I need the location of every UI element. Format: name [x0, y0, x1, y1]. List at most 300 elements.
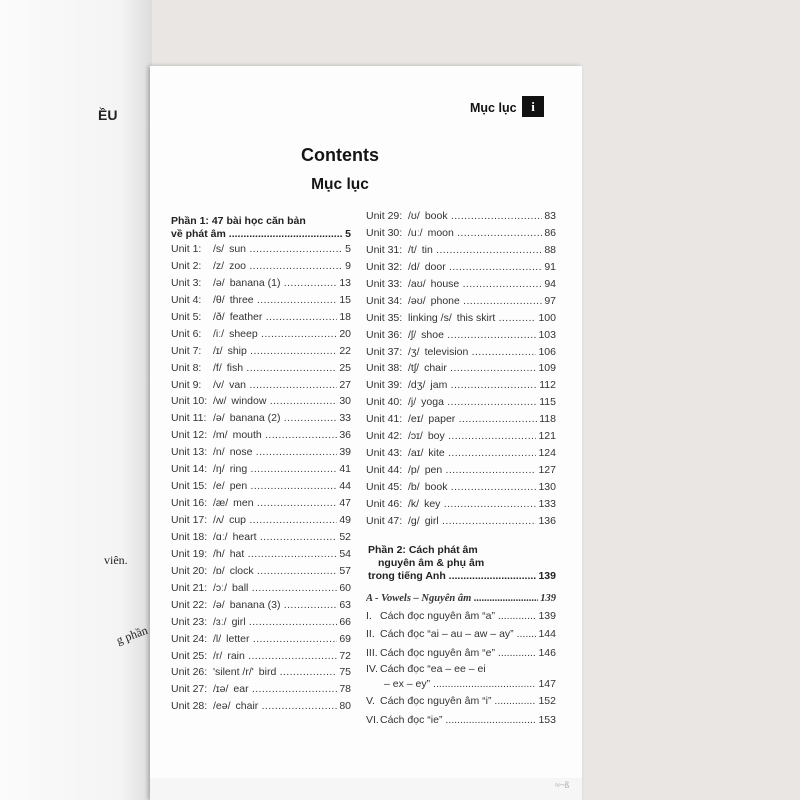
vowel-entry-line	[366, 692, 556, 711]
phoneme: /ɔɪ/	[408, 430, 423, 443]
unit-label: Unit 9:	[171, 378, 202, 391]
phoneme: /f/	[213, 361, 222, 374]
unit-label: Unit 1:	[171, 243, 202, 255]
unit-label: Unit 30:	[366, 226, 403, 239]
keyword: key	[424, 497, 441, 510]
page-number: 39	[337, 444, 351, 461]
roman-numeral: VI.	[366, 713, 379, 726]
phoneme: linking /s/	[408, 311, 452, 324]
unit-label: Unit 28:	[171, 700, 208, 713]
toc-entry	[366, 411, 556, 428]
page-number: 75	[337, 664, 351, 681]
keyword: pen	[424, 464, 443, 477]
phoneme: /r/	[213, 649, 223, 662]
page-number: 72	[337, 648, 351, 665]
keyword: sun	[229, 243, 247, 255]
toc-entry-text	[366, 445, 556, 462]
toc-entry	[171, 580, 351, 597]
unit-label: Unit 32:	[366, 260, 403, 273]
toc-entry	[171, 377, 351, 394]
toc-entry-text	[171, 698, 351, 715]
unit-label: Unit 10:	[171, 395, 208, 408]
toc-entry-text	[366, 360, 556, 377]
phoneme: 'silent /r/'	[213, 666, 254, 679]
toc-entry	[171, 495, 351, 512]
toc-entry-text	[366, 344, 556, 361]
vowel-entry	[366, 644, 556, 663]
toc-entry	[171, 258, 351, 275]
toc-entry-text	[366, 208, 556, 225]
phoneme: /ɪə/	[213, 683, 229, 696]
phoneme: /z/	[213, 259, 225, 272]
keyword: rain	[227, 649, 245, 662]
keyword: ear	[233, 683, 249, 696]
unit-label: Unit 5:	[171, 310, 202, 323]
phoneme: /ə/	[213, 598, 225, 611]
page-number: 41	[337, 461, 351, 478]
page-number: 100	[536, 310, 556, 327]
vowel-entry-line1	[366, 662, 486, 677]
unit-label: Unit 23:	[171, 615, 208, 628]
keyword: chair	[424, 362, 447, 375]
unit-list-left	[171, 241, 351, 715]
toc-entry	[171, 360, 351, 377]
keyword: ball	[232, 581, 249, 594]
page-number: 27	[337, 377, 351, 394]
toc-entry	[366, 428, 556, 445]
part2-heading	[366, 544, 556, 583]
phoneme: /uː/	[408, 226, 423, 239]
phoneme: /ʌ/	[213, 514, 225, 526]
page-number: 9	[343, 258, 351, 275]
page-number: 91	[542, 259, 556, 276]
toc-entry-text	[366, 293, 556, 310]
vowel-entry	[366, 692, 556, 711]
toc-entry	[171, 681, 351, 698]
toc-entry-text	[171, 309, 351, 326]
phoneme: /θ/	[213, 293, 225, 306]
keyword: phone	[430, 294, 460, 307]
vowel-entry	[366, 662, 556, 692]
toc-entry-text	[171, 393, 351, 410]
phoneme: /eə/	[213, 700, 231, 713]
left-page-header-fragment: ỀU	[98, 107, 118, 123]
keyword: girl	[424, 514, 439, 527]
vowel-entry-text: Cách đọc “ai – au – aw – ay”	[380, 628, 514, 641]
keyword: yoga	[421, 396, 444, 409]
phoneme: /n/	[213, 446, 225, 459]
toc-entry	[171, 275, 351, 292]
vowel-entry	[366, 711, 556, 730]
phoneme: /ə/	[213, 276, 225, 289]
page-number: 103	[536, 327, 556, 344]
phoneme: /h/	[213, 547, 225, 560]
vowel-entry-line	[366, 607, 556, 626]
unit-label: Unit 29:	[366, 210, 403, 222]
toc-entry-text	[171, 597, 351, 614]
vowel-entry-line	[366, 644, 556, 663]
roman-numeral: I.	[366, 609, 372, 622]
toc-entry-text	[366, 377, 556, 394]
toc-entry	[171, 664, 351, 681]
phoneme: /iː/	[213, 327, 225, 340]
vowel-entry-line	[366, 625, 556, 644]
keyword: jam	[430, 379, 448, 392]
toc-entry	[366, 259, 556, 276]
toc-entry-text	[366, 462, 556, 479]
toc-entry-text	[171, 410, 351, 427]
keyword: boy	[427, 430, 445, 443]
toc-entry	[171, 614, 351, 631]
unit-label: Unit 24:	[171, 632, 208, 645]
toc-entry	[366, 496, 556, 513]
toc-entry	[171, 410, 351, 427]
toc-entry	[366, 445, 556, 462]
toc-entry-text	[366, 327, 556, 344]
phoneme: /æ/	[213, 497, 229, 510]
page-number: 22	[337, 343, 351, 360]
keyword: book	[424, 481, 448, 493]
toc-entry	[366, 208, 556, 225]
phoneme: /m/	[213, 429, 228, 442]
toc-entry-text	[366, 411, 556, 428]
phoneme: /w/	[213, 395, 227, 408]
toc-entry-text	[171, 631, 351, 648]
toc-entry-text	[171, 292, 351, 309]
keyword: door	[424, 260, 446, 273]
unit-label: Unit 3:	[171, 276, 202, 289]
unit-label: Unit 37:	[366, 345, 403, 358]
page-number: 60	[337, 580, 351, 597]
pencil-mark: ≈~ß	[555, 780, 570, 790]
keyword: television	[424, 345, 469, 358]
page-number: 86	[542, 225, 556, 242]
unit-label: Unit 44:	[366, 464, 403, 477]
roman-numeral: V.	[366, 695, 375, 708]
unit-label: Unit 45:	[366, 481, 403, 493]
keyword: tin	[421, 243, 433, 256]
toc-entry	[366, 310, 556, 327]
unit-label: Unit 6:	[171, 327, 202, 340]
toc-entry	[366, 360, 556, 377]
toc-entry-text	[366, 225, 556, 242]
keyword: three	[229, 293, 254, 306]
unit-label: Unit 41:	[366, 413, 403, 426]
page-number: 18	[337, 309, 351, 326]
toc-entry	[171, 461, 351, 478]
unit-label: Unit 14:	[171, 463, 208, 476]
toc-entry-text	[366, 259, 556, 276]
toc-entry-text	[171, 664, 351, 681]
page-number: 36	[337, 427, 351, 444]
phoneme: /j/	[408, 396, 417, 409]
vowel-entry-text: Cách đọc “ea – ee – ei	[380, 663, 486, 676]
page-number: 66	[337, 614, 351, 631]
roman-numeral: II.	[366, 628, 375, 641]
page-number: 147	[538, 678, 556, 691]
phoneme: /d/	[408, 260, 420, 273]
toc-entry-text	[171, 512, 351, 529]
phoneme: /eɪ/	[408, 413, 424, 426]
page-number: 47	[337, 495, 351, 512]
toc-entry	[366, 377, 556, 394]
phoneme: /ɔː/	[213, 581, 228, 594]
vowel-item-list	[366, 607, 556, 730]
keyword: sheep	[229, 327, 258, 340]
phoneme: /v/	[213, 378, 225, 391]
page-number: 152	[536, 692, 556, 711]
keyword: banana (2)	[229, 412, 281, 425]
toc-entry-text	[171, 241, 351, 258]
toc-entry-text	[171, 563, 351, 580]
toc-entry	[171, 597, 351, 614]
page-number: 124	[536, 445, 556, 462]
page-number: 33	[337, 410, 351, 427]
page-number: 30	[337, 393, 351, 410]
part1-page: 5	[345, 228, 351, 240]
toc-entry	[171, 292, 351, 309]
page-number: 109	[536, 360, 556, 377]
running-header: Mục lục	[470, 101, 517, 115]
toc-entry-text	[366, 394, 556, 411]
keyword: heart	[232, 530, 257, 543]
keyword: bird	[258, 666, 277, 679]
vowels-label: A - Vowels – Nguyên âm .....	[366, 591, 556, 607]
toc-entry-text	[171, 495, 351, 512]
unit-label: Unit 25:	[171, 649, 208, 662]
phoneme: /ʒ/	[408, 345, 420, 358]
phoneme: /ɑː/	[213, 530, 228, 543]
vowel-entry-text: Cách đọc nguyên âm “a”	[380, 609, 495, 622]
phoneme: /aʊ/	[408, 277, 426, 290]
page-number: 88	[542, 242, 556, 259]
unit-list-right	[366, 208, 556, 530]
part1-title-line1: Phần 1: 47 bài học căn bản	[171, 215, 306, 227]
keyword: window	[231, 395, 267, 408]
toc-entry-text	[366, 479, 556, 496]
left-page-text-fragment: viên.	[104, 553, 128, 567]
toc-entry-text	[171, 258, 351, 275]
phoneme: /k/	[408, 497, 420, 510]
page-number: 80	[337, 698, 351, 715]
page-number: 97	[542, 293, 556, 310]
toc-entry-text	[366, 496, 556, 513]
keyword: moon	[427, 226, 454, 239]
toc-entry	[171, 698, 351, 715]
toc-entry	[171, 631, 351, 648]
keyword: paper	[428, 413, 456, 426]
unit-label: Unit 11:	[171, 412, 207, 425]
unit-label: Unit 43:	[366, 447, 403, 460]
keyword: ship	[227, 344, 247, 357]
part1-title-line2: về phát âm .....	[171, 228, 351, 241]
toc-entry-text	[171, 326, 351, 343]
keyword: book	[424, 210, 448, 222]
toc-entry	[171, 326, 351, 343]
phoneme: /ʊ/	[408, 210, 420, 222]
phoneme: /tʃ/	[408, 362, 420, 375]
part1-heading	[171, 215, 351, 241]
phoneme: /g/	[408, 514, 420, 527]
toc-right-column	[366, 208, 556, 729]
toc-entry	[366, 344, 556, 361]
toc-entry	[171, 512, 351, 529]
keyword: girl	[231, 615, 246, 628]
phoneme: /b/	[408, 481, 420, 493]
toc-entry	[366, 327, 556, 344]
vowel-entry	[366, 607, 556, 626]
toc-entry	[171, 648, 351, 665]
toc-left-column	[171, 215, 351, 715]
keyword: shoe	[421, 328, 444, 341]
page-number: 5	[343, 241, 351, 258]
toc-entry	[171, 393, 351, 410]
page-number: 106	[536, 344, 556, 361]
vowel-entry	[366, 625, 556, 644]
unit-label: Unit 16:	[171, 497, 208, 510]
phoneme: /ð/	[213, 310, 225, 323]
keyword: this skirt	[456, 311, 496, 324]
unit-label: Unit 21:	[171, 581, 208, 594]
toc-entry	[171, 309, 351, 326]
keyword: kite	[428, 447, 445, 460]
unit-label: Unit 39:	[366, 379, 403, 392]
page-number: 54	[337, 546, 351, 563]
keyword: zoo	[229, 259, 247, 272]
page-number: 153	[536, 711, 556, 730]
unit-label: Unit 13:	[171, 446, 208, 459]
toc-entry	[171, 546, 351, 563]
toc-entry-text	[171, 614, 351, 631]
page-number: 127	[536, 462, 556, 479]
phoneme: /p/	[408, 464, 420, 477]
unit-label: Unit 36:	[366, 328, 403, 341]
left-page	[0, 0, 152, 800]
page-number: 130	[536, 479, 556, 496]
page-number: 15	[337, 292, 351, 309]
toc-entry	[366, 394, 556, 411]
vowel-entry-text: Cách đọc nguyên âm “e”	[380, 646, 495, 659]
toc-entry-text	[171, 681, 351, 698]
toc-entry	[171, 343, 351, 360]
unit-label: Unit 2:	[171, 259, 202, 272]
unit-label: Unit 40:	[366, 396, 403, 409]
toc-entry-text	[171, 360, 351, 377]
page-number-box: i	[522, 96, 544, 117]
part2-title-line3: trong tiếng Anh .....	[368, 570, 556, 583]
phoneme: /ʃ/	[408, 328, 417, 341]
unit-label: Unit 38:	[366, 362, 403, 375]
vowels-page: 139	[538, 591, 556, 607]
toc-entry	[171, 427, 351, 444]
keyword: cup	[229, 514, 247, 526]
toc-entry	[366, 293, 556, 310]
unit-label: Unit 18:	[171, 530, 208, 543]
page-number: 112	[537, 377, 556, 394]
toc-entry-text	[366, 242, 556, 259]
toc-entry-text	[171, 377, 351, 394]
unit-label: Unit 8:	[171, 361, 202, 374]
page-number: 115	[537, 394, 556, 411]
toc-entry-text	[171, 546, 351, 563]
toc-entry-text	[171, 275, 351, 292]
unit-label: Unit 34:	[366, 294, 403, 307]
toc-entry	[366, 225, 556, 242]
unit-label: Unit 27:	[171, 683, 208, 696]
toc-entry-text	[366, 276, 556, 293]
toc-entry	[171, 444, 351, 461]
page-number: 139	[536, 607, 556, 626]
unit-label: Unit 4:	[171, 293, 202, 306]
toc-entry	[366, 276, 556, 293]
unit-label: Unit 33:	[366, 277, 403, 290]
unit-label: Unit 35:	[366, 311, 403, 324]
unit-label: Unit 26:	[171, 666, 208, 679]
unit-label: Unit 15:	[171, 480, 208, 493]
toc-entry	[171, 478, 351, 495]
keyword: mouth	[232, 429, 262, 442]
page-title: Contents	[301, 145, 379, 165]
page-edge	[150, 778, 582, 800]
page-number: 83	[542, 208, 556, 225]
unit-label: Unit 42:	[366, 430, 403, 443]
toc-entry	[366, 462, 556, 479]
keyword: pen	[229, 480, 248, 493]
phoneme: /t/	[408, 243, 417, 256]
toc-entry-text	[171, 444, 351, 461]
toc-entry-text	[171, 529, 351, 546]
page-number: 25	[337, 360, 351, 377]
roman-numeral: III.	[366, 646, 378, 659]
phoneme: /ɪ/	[213, 344, 223, 357]
unit-label: Unit 19:	[171, 547, 208, 560]
keyword: chair	[235, 700, 259, 713]
page-number: 136	[536, 513, 556, 530]
unit-label: Unit 17:	[171, 514, 208, 526]
toc-entry	[171, 563, 351, 580]
phoneme: /ɒ/	[213, 564, 225, 577]
keyword: clock	[229, 564, 254, 577]
page-number: 63	[337, 597, 351, 614]
toc-entry	[171, 529, 351, 546]
keyword: men	[233, 497, 254, 510]
keyword: house	[430, 277, 460, 290]
left-page-text-fragment: g phần	[114, 622, 150, 648]
roman-numeral: IV.	[366, 663, 378, 676]
phoneme: /ɜː/	[213, 615, 227, 628]
page-subtitle: Mục lục	[311, 176, 369, 193]
keyword: banana (3)	[229, 598, 281, 611]
page-number: 146	[536, 644, 556, 663]
phoneme: /l/	[213, 632, 222, 645]
vowel-entry-text: Cách đọc nguyên âm “i”	[380, 695, 492, 708]
unit-label: Unit 46:	[366, 497, 403, 510]
page-number: 44	[337, 478, 351, 495]
toc-entry-text	[366, 428, 556, 445]
keyword: letter	[226, 632, 250, 645]
unit-label: Unit 7:	[171, 344, 202, 357]
page-number: 78	[337, 681, 351, 698]
toc-entry-text	[171, 648, 351, 665]
page-number: 20	[337, 326, 351, 343]
toc-entry	[366, 479, 556, 496]
part2-title-line1: Phần 2: Cách phát âm	[368, 543, 478, 556]
toc-entry-text	[171, 461, 351, 478]
toc-entry-text	[366, 513, 556, 530]
page-number: 13	[337, 275, 351, 292]
vowel-entry-line	[366, 711, 556, 730]
unit-label: Unit 47:	[366, 514, 403, 527]
